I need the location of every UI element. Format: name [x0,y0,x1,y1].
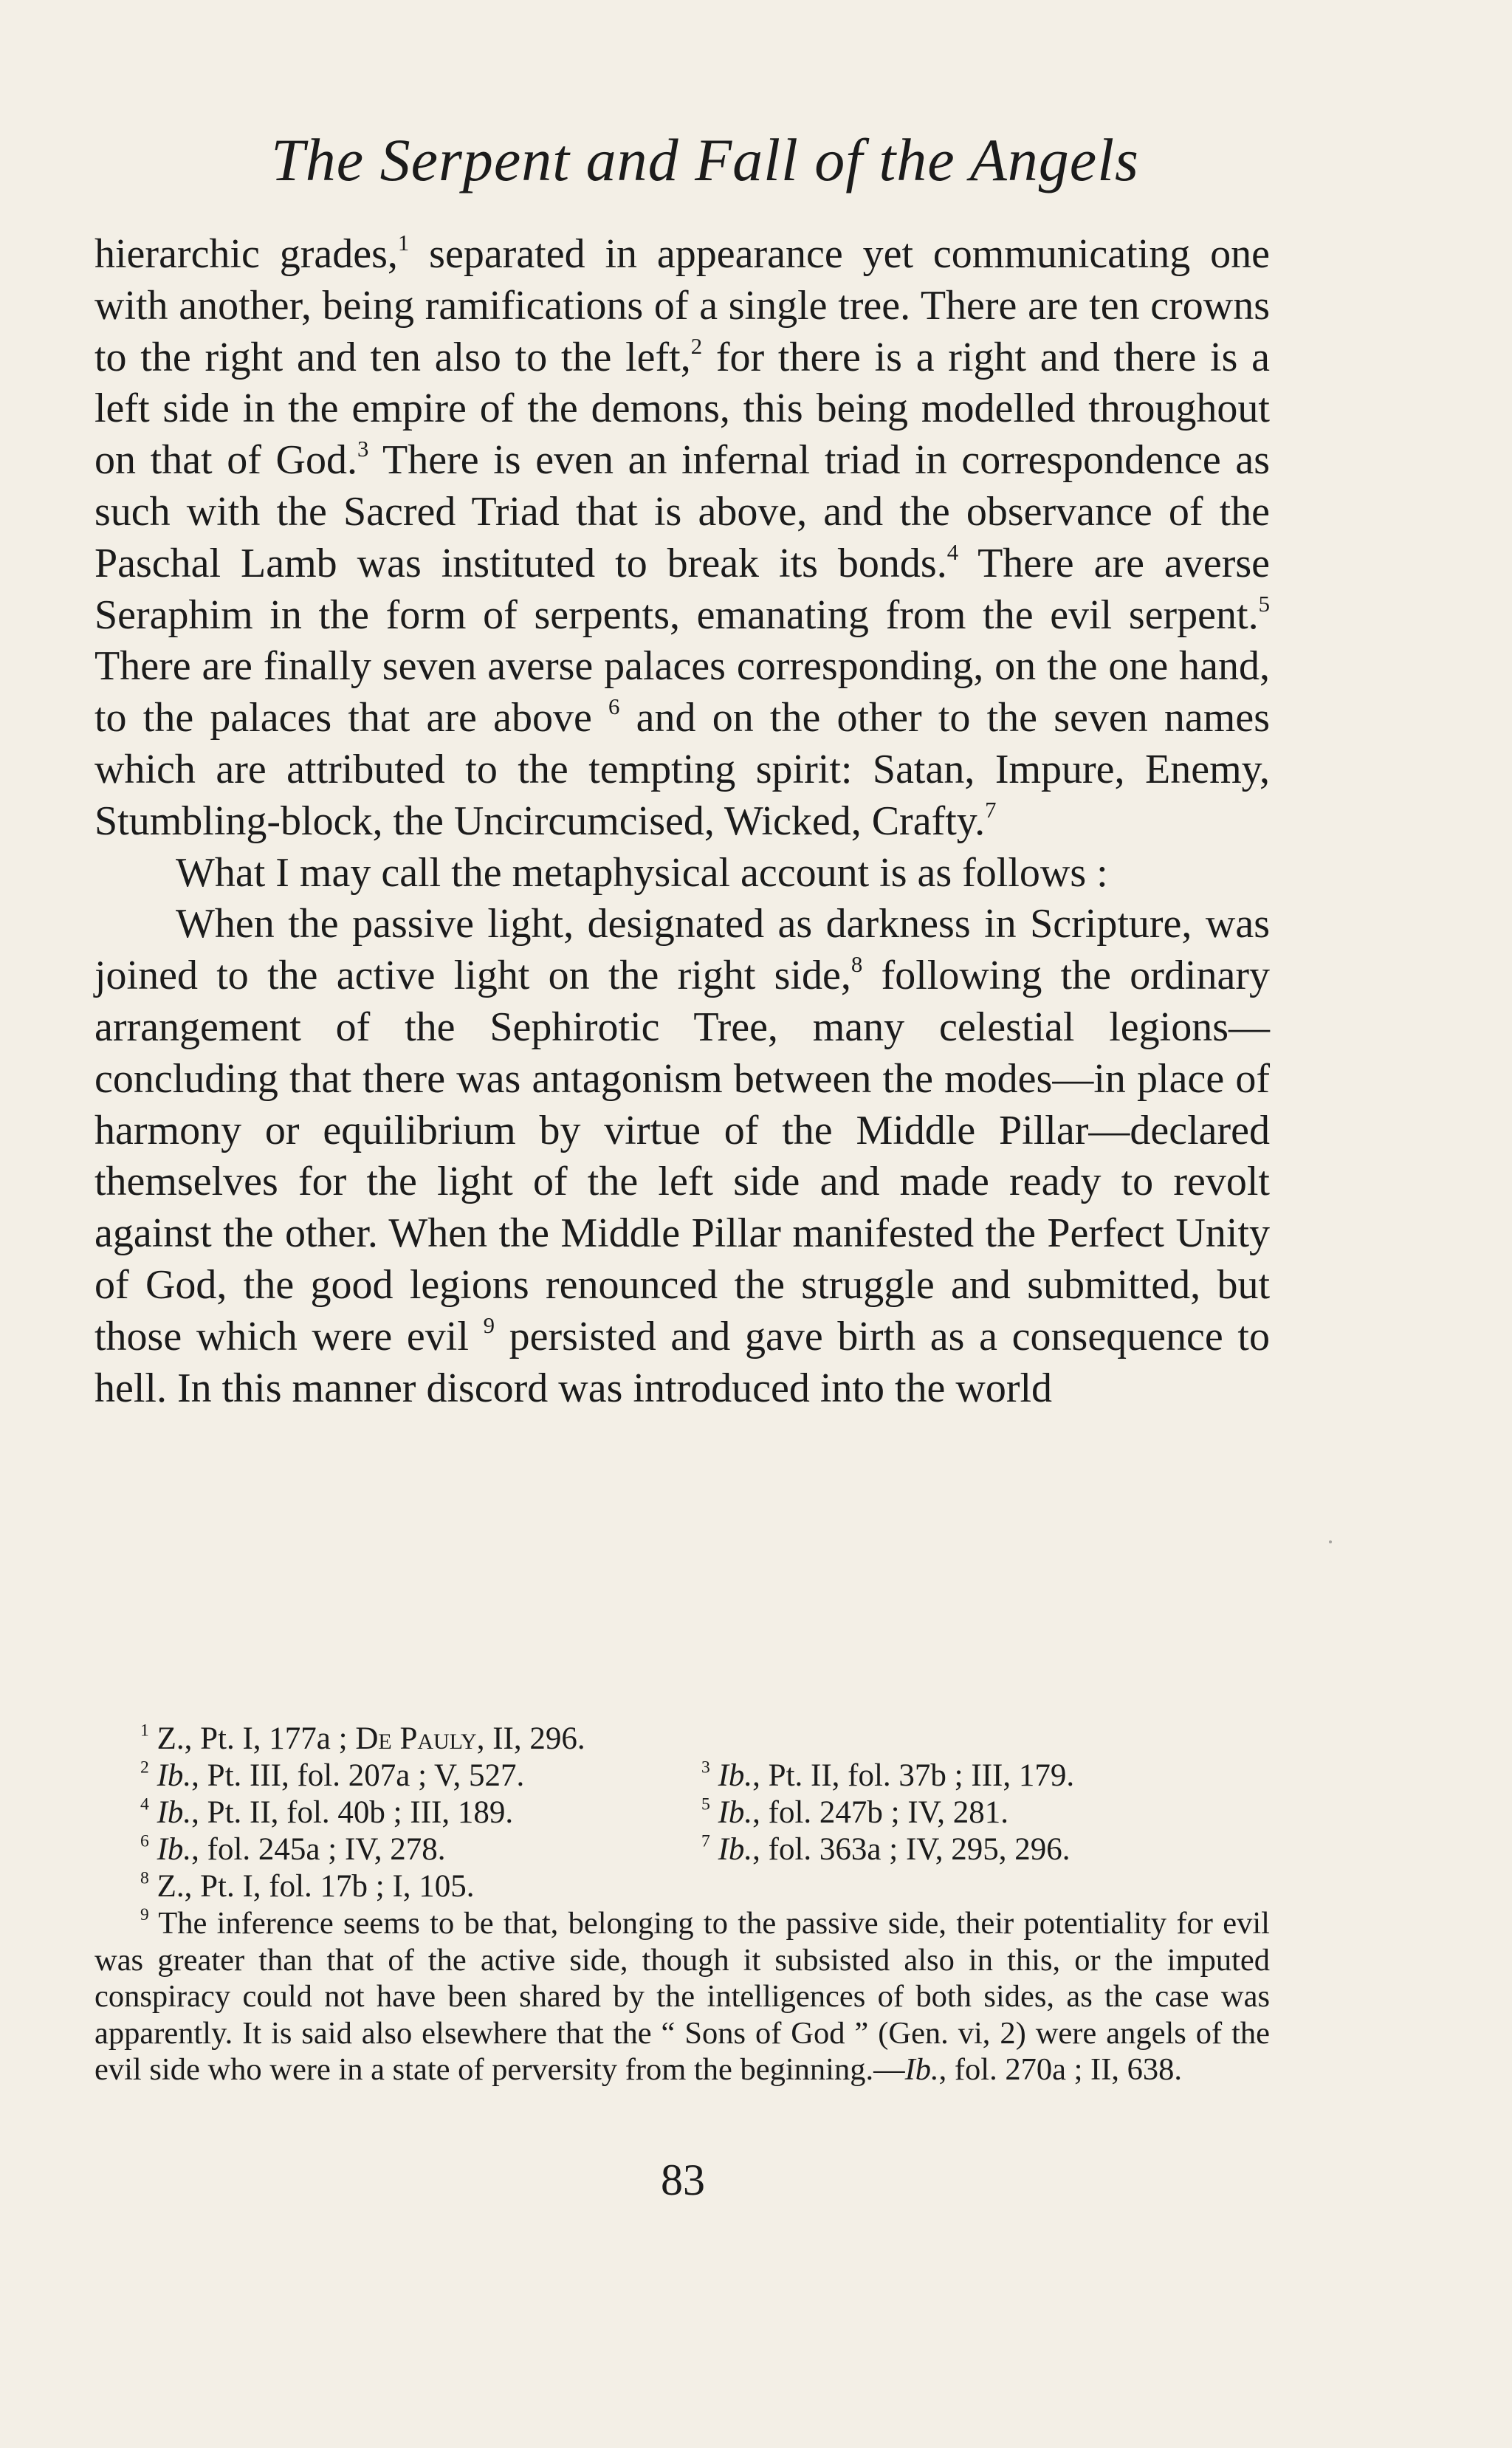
footnote-number: 1 [140,1721,149,1741]
ibid-abbrev: Ib. [157,1832,192,1867]
footnote-row [94,1794,1270,1831]
footnote-number: 2 [140,1758,149,1777]
footnote [94,1794,701,1831]
ibid-abbrev: Ib. [718,1795,753,1830]
footnote-marker: 6 [608,694,620,720]
footnote-text: The inference seems to be that, belonging to the passive side, their potentiality for evil was greater than that of the active side, though it subsisted also in this, or the imputed conspiracy could not have been shared by the intelligences of both sides, as the case was apparently. It is said also elsewhere that the “ Sons of God ” (Gen. vi, 2) were angels of the evil side who were in a state of perversity from the beginning.— [94,1906,1270,2088]
footnote-text: , Pt. II, fol. 40b ; III, 189. [191,1795,514,1830]
footnote-marker: 4 [946,539,959,565]
ibid-abbrev: Ib. [718,1832,753,1867]
footnote-text: , Pt. III, fol. 207a ; V, 527. [191,1758,525,1793]
paragraph-text: for there is a right and there is a left side in the empire of the demons, this being modelled throughout on that of God. [94,334,1270,484]
paragraph-text: There is even an infernal triad in correspondence as such with the Sacred Triad that is above, and the observance of the Paschal Lamb was instituted to break its bonds. [94,437,1270,586]
footnote [701,1831,1270,1868]
footnote-text: , fol. 270a ; II, 638. [938,2052,1182,2088]
footnote-text: , fol. 247b ; IV, 281. [752,1795,1008,1830]
paragraph-text: When the passive light, designated as darkness in Scripture, was joined to the active light on the right side, [94,901,1270,999]
paragraph-text: following the ordinary arrangement of the Sephirotic Tree, many celestial legions—concluding that there was antagonism between the modes—in place of harmony or equilibrium by virtue of the Middle Pillar—declared themselves for the light of the left side and made ready to revolt against the other. When the Middle Pillar manifested the Perfect Unity of God, the good legions renounced the struggle and submitted, but those which were evil [94,953,1270,1360]
footnote-marker: 3 [357,436,369,462]
footnote-row [94,1868,1270,1905]
body-paragraph [94,899,1270,1414]
footnote-text: , Pt. II, fol. 37b ; III, 179. [752,1758,1075,1793]
paper-speck [1329,1540,1332,1543]
running-head: The Serpent and Fall of the Angels [271,126,1139,193]
footnote-number: 4 [140,1794,149,1814]
footnote [701,1794,1270,1831]
footnote-marker: 8 [850,952,863,978]
footnote-long [94,1905,1270,2088]
footnote-marker: 7 [985,797,997,823]
paragraph-text: and on the other to the seven names which are attributed to the tempting spirit: Satan, Impure, Enemy, Stumbling-block, the Uncircumcised, Wicked, Crafty. [94,695,1270,844]
footnote-row [94,1721,1270,1758]
body-text [94,229,1270,1414]
footnote-text: , fol. 363a ; IV, 295, 296. [752,1832,1071,1867]
body-paragraph [94,229,1270,848]
ibid-abbrev: Ib. [904,2052,939,2088]
footnote-number: 8 [140,1868,149,1888]
paragraph-text: persisted and gave birth as a consequence to hell. In this manner discord was introduced into the world [94,1313,1270,1411]
footnote-number: 3 [701,1758,710,1777]
paragraph-text: There are averse Seraphim in the form of serpents, emanating from the evil serpent. [94,540,1270,638]
footnote-row [94,1758,1270,1794]
author-name: De Pauly [355,1721,477,1756]
footnote-text: Z., Pt. I, fol. 17b ; I, 105. [157,1869,475,1904]
paragraph-text: separated in appearance yet communicating one with another, being ramifications of a single tree. There are ten crowns to the right and ten also to the left, [94,231,1270,380]
footnote [701,1758,1270,1794]
ibid-abbrev: Ib. [718,1758,753,1793]
footnote [94,1758,701,1794]
footnote-text: , II, 296. [476,1721,585,1756]
footnote-marker: 5 [1258,591,1270,617]
footnote [94,1721,701,1758]
footnotes [94,1721,1270,2088]
footnote-marker: 2 [690,333,703,359]
footnote [94,1868,701,1905]
footnote-marker: 9 [483,1312,495,1338]
footnote-number: 9 [140,1905,149,1925]
footnote-number: 7 [701,1831,710,1851]
page-number: 83 [661,2156,705,2204]
ibid-abbrev: Ib. [157,1795,192,1830]
footnote-text: , fol. 245a ; IV, 278. [191,1832,446,1867]
paragraph-text: What I may call the metaphysical account is as follows : [176,849,1108,896]
footnote-number: 5 [701,1794,710,1814]
footnote-row [94,1831,1270,1868]
footnote [94,1831,701,1868]
footnote-text: Z., Pt. I, 177a ; [157,1721,356,1756]
paragraph-text: There are finally seven averse palaces corresponding, on the one hand, to the palaces that are above [94,643,1270,741]
footnote-number: 6 [140,1831,149,1851]
paragraph-text: hierarchic grades, [94,231,398,277]
ibid-abbrev: Ib. [157,1758,192,1793]
footnote-marker: 1 [397,230,410,256]
body-paragraph [94,848,1270,899]
